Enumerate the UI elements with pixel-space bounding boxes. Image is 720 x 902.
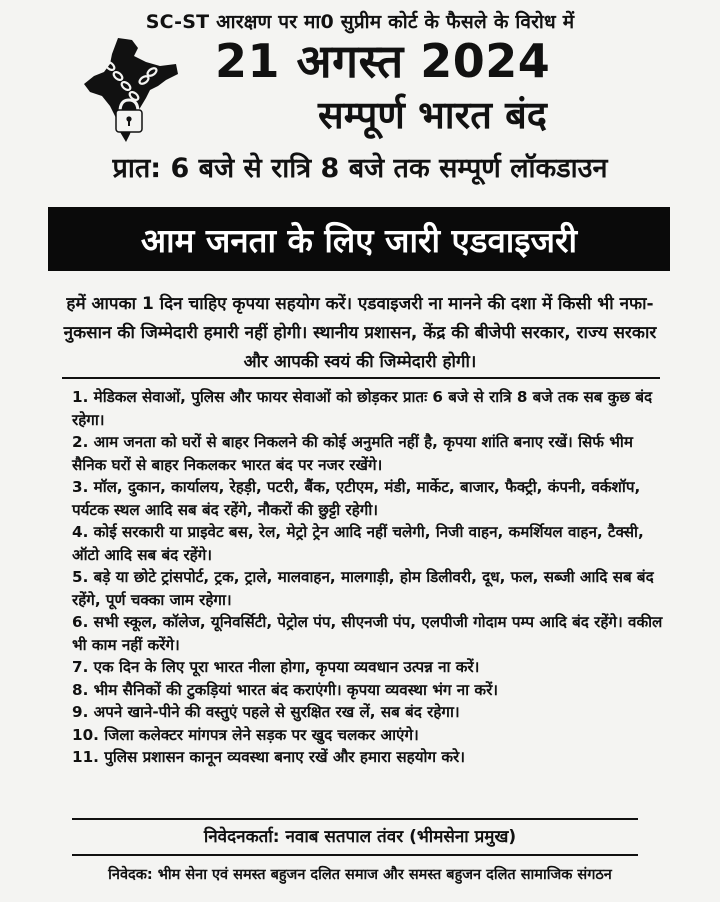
advisory-point: 9. अपने खाने-पीने की वस्तुएं पहले से सुरक्षित रख लें, सब बंद रहेगा। [72, 703, 460, 721]
advisory-point: 4. कोई सरकारी या प्राइवेट बस, रेल, मेट्रो ट्रेन आदि नहीं चलेगी, निजी वाहन, कमर्शियल वाहन, टैक्सी, ऑटो आदि सब बंद रहेंगे। [72, 523, 644, 564]
advisory-points-list [72, 386, 672, 769]
protest-context-line: SC-ST आरक्षण पर मा0 सुप्रीम कोर्ट के फैसले के विरोध में [145, 11, 575, 33]
advisory-point: 7. एक दिन के लिए पूरा भारत नीला होगा, कृपया व्यवधान उत्पन्न ना करें। [72, 658, 480, 676]
advisory-point: 1. मेडिकल सेवाओं, पुलिस और फायर सेवाओं को छोड़कर प्रातः 6 बजे से रात्रि 8 बजे तक सब कुछ बंद रहेगा। [72, 388, 653, 429]
intro-paragraph: हमें आपका 1 दिन चाहिए कृपया सहयोग करें। एडवाइजरी ना मानने की दशा में किसी भी नफा-नुकसान की जिम्मेदारी हमारी नहीं होगी। स्थानीय प्रशासन, केंद्र की बीजेपी सरकार, राज्य सरकार और आपकी स्वयं की जिम्मेदारी होगी। [63, 294, 657, 372]
advisory-point: 11. पुलिस प्रशासन कानून व्यवस्था बनाए रखें और हमारा सहयोग करे। [72, 748, 465, 766]
advisory-point: 8. भीम सैनिकों की टुकड़ियां भारत बंद कराएंगी। कृपया व्यवस्था भंग ना करें। [72, 680, 499, 699]
india-map-chained-padlock-icon [80, 36, 180, 146]
advisory-banner-title: आम जनता के लिए जारी एडवाइजरी [140, 220, 578, 260]
bandh-title: सम्पूर्ण भारत बंद [318, 93, 547, 137]
advisory-point: 10. जिला कलेक्टर मांगपत्र लेने सड़क पर खुद चलकर आएंगे। [72, 725, 419, 744]
issuer-line: निवेदक: भीम सेना एवं समस्त बहुजन दलित समाज और समस्त बहुजन दलित सामाजिक संगठन [108, 867, 612, 883]
divider-issuer [72, 854, 638, 856]
bandh-date-headline: 21 अगस्त 2024 [215, 34, 551, 88]
signatory-line: निवेदनकर्ता: नवाब सतपाल तंवर (भीमसेना प्रमुख) [203, 827, 517, 847]
lockdown-timing: प्रात: 6 बजे से रात्रि 8 बजे तक सम्पूर्ण लॉकडाउन [112, 153, 608, 184]
advisory-banner [48, 207, 670, 271]
advisory-point: 2. आम जनता को घरों से बाहर निकलने की कोई अनुमति नहीं है, कृपया शांति बनाए रखें। सिर्फ भीम सैनिक घरों से बाहर निकलकर भारत बंद पर नजर रखेंगे। [72, 433, 633, 474]
advisory-point: 5. बड़े या छोटे ट्रांसपोर्ट, ट्रक, ट्राले, मालवाहन, मालगाड़ी, होम डिलीवरी, दूध, फल, सब्जी आदि सब बंद रहेंगे, पूर्ण चक्का जाम रहेगा। [72, 568, 654, 609]
divider-signatory [72, 818, 638, 820]
advisory-point: 3. मॉल, दुकान, कार्यालय, रेहड़ी, पटरी, बैंक, एटीएम, मंडी, मार्केट, बाजार, फैक्ट्री, कंपनी, वर्कशॉप, पर्यटक स्थल आदि सब बंद रहेंगे, नौकरों की छुट्टी रहेगी। [72, 478, 641, 519]
advisory-point: 6. सभी स्कूल, कॉलेज, यूनिवर्सिटी, पेट्रोल पंप, सीएनजी पंप, एलपीजी गोदाम पम्प आदि बंद रहेंगे। वकील भी काम नहीं करेंगे। [72, 613, 663, 654]
divider-top [62, 377, 660, 379]
